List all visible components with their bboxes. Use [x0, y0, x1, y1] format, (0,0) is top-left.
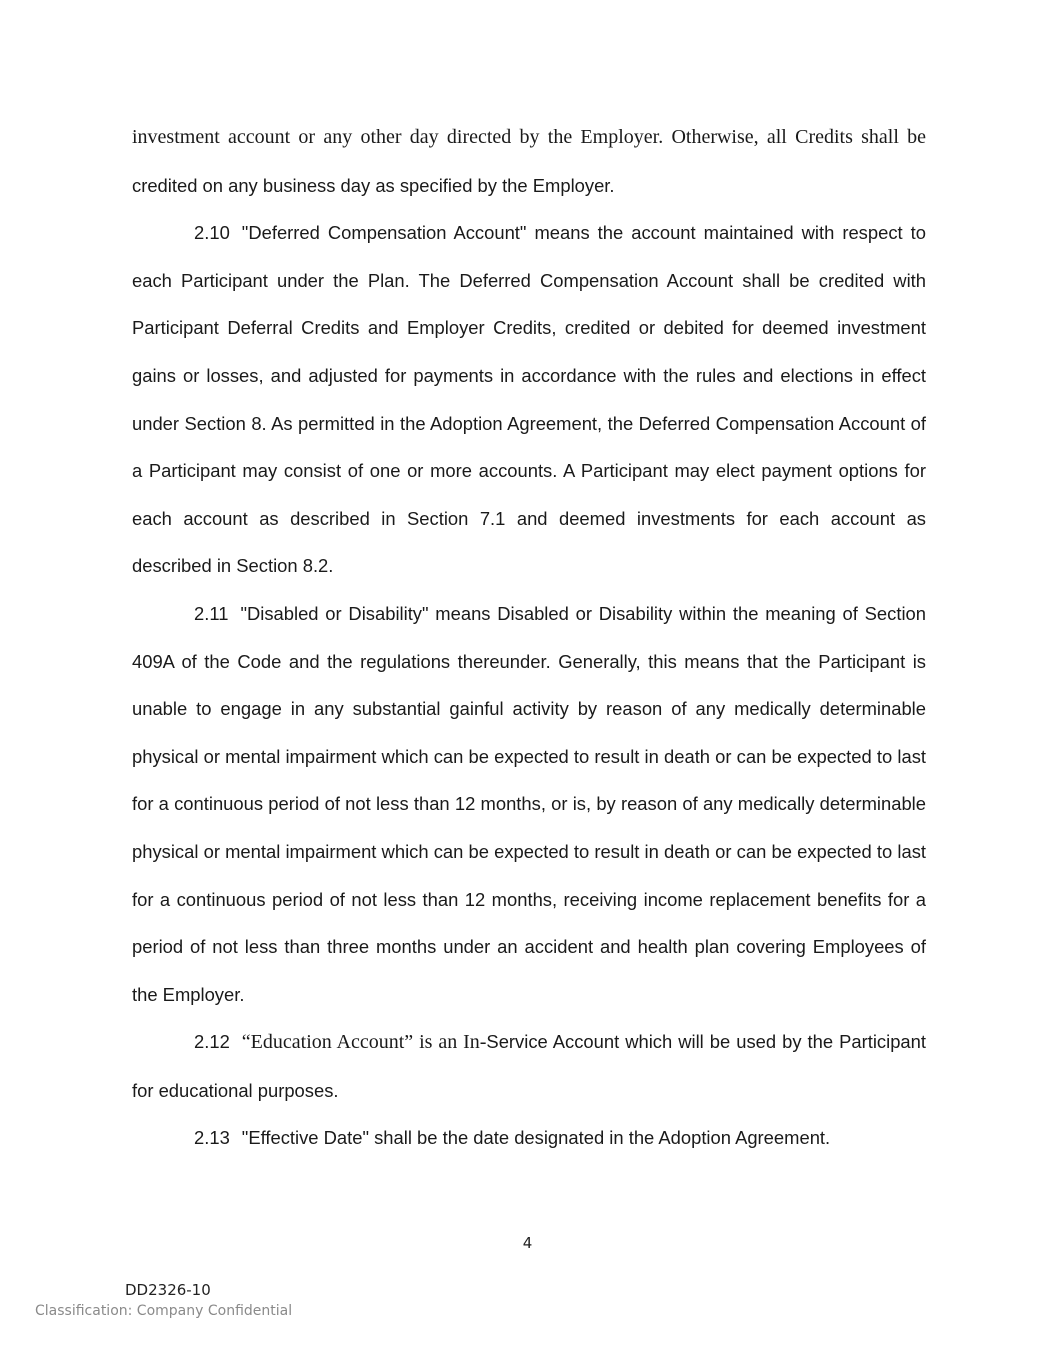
section-number: 2.10 [194, 222, 230, 244]
document-code: DD2326-10 [125, 1281, 211, 1299]
document-body [132, 113, 926, 1162]
section-text: "Disabled or Disability" means Disabled or Disability within the meaning of Section 409A of the Code and the regulations thereunder. Generally, this means that the Participant is unable to engage in any substantial gainful activity by reason of any medically determinable physical or mental impairment which can be expected to result in death or can be expected to last for a continuous period of not less than 12 months, or is, by reason of any medically determinable physical or mental impairment which can be expected to result in death or can be expected to last for a continuous period of not less than 12 months, receiving income replacement benefits for a period of not less than three months under an accident and health plan covering Employees of the Employer. [132, 602, 926, 1005]
classification-label: Classification: Company Confidential [35, 1303, 293, 1319]
section-text: "Deferred Compensation Account" means the account maintained with respect to each Participant under the Plan. The Deferred Compensation Account shall be credited with Participant Deferral Credits and Employer Credits, credited or debited for deemed investment gains or losses, and adjusted for payments in accordance with the rules and elections in effect under Section 8. As permitted in the Adoption Agreement, the Deferred Compensation Account of a Participant may consist of one or more accounts. A Participant may elect payment options for each account as described in Section 7.1 and deemed investments for each account as described in Section 8.2. [132, 222, 926, 577]
section-2-10 [132, 209, 926, 590]
section-number: 2.13 [194, 1127, 230, 1149]
paragraph-continuation-text: credited on any business day as specified by the Employer. [132, 174, 615, 196]
section-text: "Effective Date" shall be the date designated in the Adoption Agreement. [241, 1127, 831, 1149]
page-number: 4 [522, 1234, 533, 1252]
section-serif-text: “Education Account” is an In- [241, 1031, 487, 1054]
section-2-11 [132, 590, 926, 1018]
section-2-12 [132, 1018, 926, 1114]
section-2-13 [132, 1114, 926, 1162]
section-number: 2.11 [194, 602, 229, 624]
section-number: 2.12 [194, 1031, 230, 1053]
paragraph-continuation-serif-text: investment account or any other day directed by the Employer. Otherwise, all Credits shall be [132, 126, 926, 148]
section-text: Service Account which will be used by the Participant for educational purposes. [132, 1031, 927, 1101]
paragraph-continuation [132, 113, 926, 209]
